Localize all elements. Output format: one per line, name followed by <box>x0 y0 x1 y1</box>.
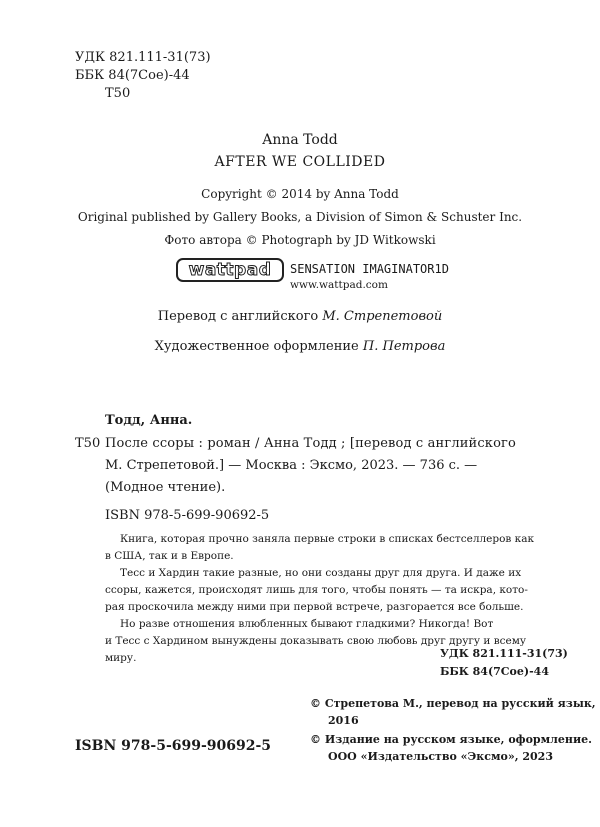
annotation-line: рая проскочила между ними при первой встрече, разгорается все больше. <box>105 601 524 613</box>
sensation-imaginator-label: SENSATION IMAGINATOR1D <box>290 262 449 276</box>
copyright-translation-line-2: 2016 <box>328 714 359 727</box>
translation-label: Перевод с английского <box>157 309 319 324</box>
annotation-line: и Тесс с Хардином вынуждены доказывать свою любовь друг другу и всему <box>105 635 527 647</box>
catalog-mark: Т50 <box>75 436 101 451</box>
wattpad-website: www.wattpad.com <box>290 279 388 291</box>
catalog-heading: Тодд, Анна. <box>105 413 193 428</box>
annotation-line: Тесс и Хардин такие разные, но они созданы друг для друга. И даже их <box>120 567 522 579</box>
copyright-translation-line-1: © Стрепетова М., перевод на русский язык, <box>310 697 596 710</box>
footer-isbn: ISBN 978-5-699-90692-5 <box>75 738 272 754</box>
bbk-top: ББК 84(7Сое)-44 <box>75 68 190 83</box>
copyright-line: Copyright © 2014 by Anna Todd <box>201 187 399 201</box>
author-mark-top: Т50 <box>105 86 131 101</box>
book-title: AFTER WE COLLIDED <box>214 154 386 170</box>
design-label: Художественное оформление <box>154 339 359 354</box>
copyright-edition-line-2: ООО «Издательство «Эксмо», 2023 <box>328 750 553 763</box>
udk-bottom: УДК 821.111-31(73) <box>440 647 568 660</box>
bbk-bottom: ББК 84(7Сое)-44 <box>440 665 549 678</box>
catalog-isbn: ISBN 978-5-699-90692-5 <box>105 508 270 523</box>
translator-name: М. Стрепетовой <box>322 309 443 324</box>
wattpad-logo: wattpad <box>176 258 284 282</box>
catalog-line-1: После ссоры : роман / Анна Тодд ; [перевод с английского <box>105 436 516 451</box>
original-publisher-line: Original published by Gallery Books, a Division of Simon & Schuster Inc. <box>77 210 523 224</box>
udk-top: УДК 821.111-31(73) <box>75 50 211 65</box>
photo-credit-line: Фото автора © Photograph by JD Witkowski <box>164 233 436 247</box>
catalog-line-3: (Модное чтение). <box>105 480 226 495</box>
annotation-line: ссоры, кажется, происходят лишь для того, чтобы понять — та искра, кото- <box>105 584 528 596</box>
annotation-line: Книга, которая прочно заняла первые строки в списках бестселлеров как <box>120 533 535 545</box>
translation-line <box>0 309 600 324</box>
annotation-line: в США, так и в Европе. <box>105 550 234 562</box>
annotation-line: миру. <box>105 652 137 664</box>
copyright-edition-line-1: © Издание на русском языке, оформление. <box>310 733 592 746</box>
designer-name: П. Петрова <box>362 339 446 354</box>
design-line <box>0 339 600 354</box>
catalog-line-2: М. Стрепетовой.] — Москва : Эксмо, 2023. — 736 с. — <box>105 458 478 473</box>
annotation-line: Но разве отношения влюбленных бывают гладкими? Никогда! Вот <box>120 618 494 630</box>
author-name: Anna Todd <box>262 132 338 148</box>
